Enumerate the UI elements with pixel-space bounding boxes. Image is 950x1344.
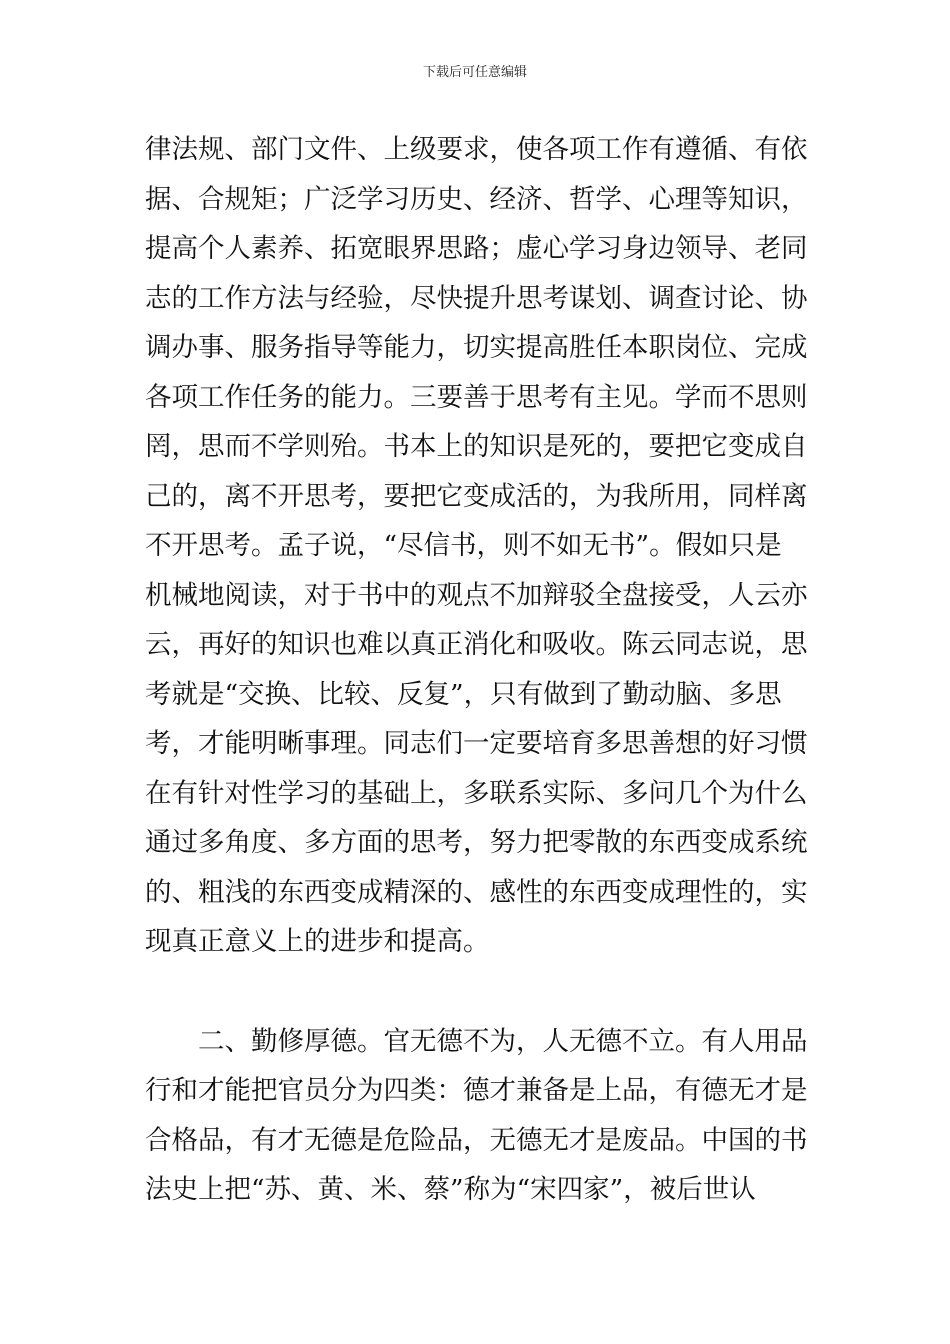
text-line: 考，才能明晰事理。同志们一定要培育多思善想的好习惯 [145, 728, 808, 759]
text-line: 考就是“交换、比较、反复”，只有做到了勤动脑、多思 [145, 678, 782, 710]
text-line: 现真正意义上的进步和提高。 [145, 926, 490, 957]
document-body [145, 125, 810, 1215]
text-line: 合格品，有才无德是危险品，无德无才是废品。中国的书 [145, 1124, 808, 1156]
text-line: 罔，思而不学则殆。书本上的知识是死的，要把它变成自 [145, 431, 808, 462]
text-line: 通过多角度、多方面的思考，努力把零散的东西变成系统 [145, 827, 808, 858]
text-line: 的、粗浅的东西变成精深的、感性的东西变成理性的，实 [145, 876, 808, 908]
text-line: 机械地阅读，对于书中的观点不加辩驳全盘接受，人云亦 [145, 579, 808, 611]
text-line: 志的工作方法与经验，尽快提升思考谋划、调查讨论、协 [145, 282, 808, 314]
page-header [0, 64, 950, 82]
text-line: 云，再好的知识也难以真正消化和吸收。陈云同志说，思 [145, 629, 808, 660]
text-line: 法史上把“苏、黄、米、蔡”称为“宋四家”，被后世认 [145, 1174, 756, 1205]
text-line: 调办事、服务指导等能力，切实提高胜任本职岗位、完成 [145, 332, 808, 363]
header-note: 下载后可任意编辑 [422, 65, 527, 80]
text-line: 各项工作任务的能力。三要善于思考有主见。学而不思则 [145, 381, 808, 413]
text-line: 行和才能把官员分为四类：德才兼备是上品，有德无才是 [145, 1075, 808, 1106]
text-line: 二、勤修厚德。官无德不为，人无德不立。有人用品 [198, 1025, 808, 1057]
paragraph [145, 125, 810, 967]
text-line: 不开思考。孟子说，“尽信书，则不如无书”。假如只是 [145, 530, 782, 561]
text-line: 己的，离不开思考，要把它变成活的，为我所用，同样离 [145, 480, 808, 512]
text-line: 据、合规矩；广泛学习历史、经济、哲学、心理等知识， [145, 183, 808, 215]
text-line: 提高个人素养、拓宽眼界思路；虚心学习身边领导、老同 [145, 233, 808, 264]
text-line: 在有针对性学习的基础上，多联系实际、多问几个为什么 [145, 777, 808, 809]
text-line: 律法规、部门文件、上级要求，使各项工作有遵循、有依 [145, 134, 808, 165]
paragraph-spacer [145, 967, 810, 1017]
paragraph [145, 1017, 810, 1215]
